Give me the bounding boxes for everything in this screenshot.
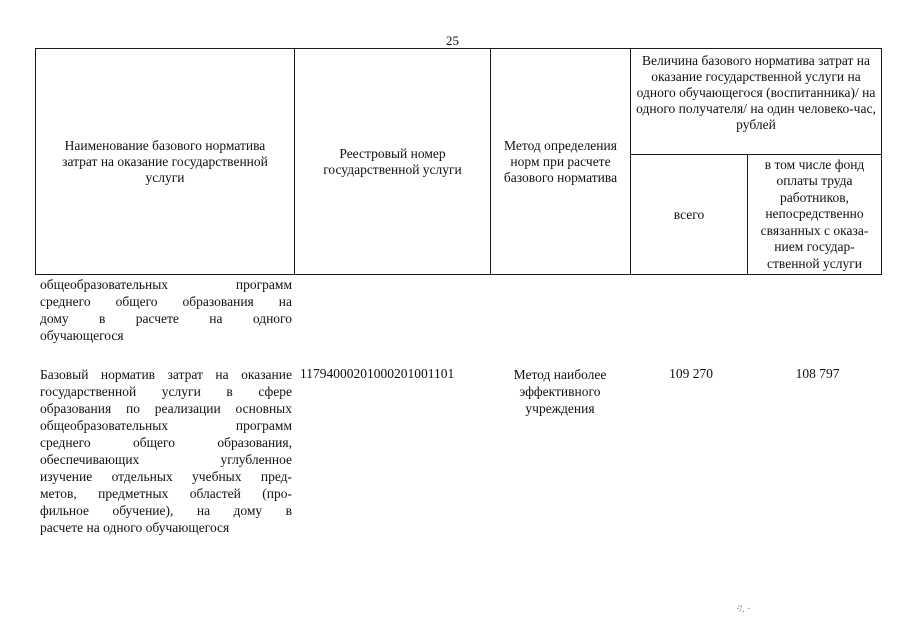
row2-name-line: метов, предметных областей (про- (40, 486, 292, 501)
row2-name-line: изучение отдельных учебных пред- (40, 469, 292, 484)
row1-name-line: дому в расчете на одного (40, 311, 292, 326)
row2-name-line: среднего общего образования, (40, 435, 292, 450)
header-method-column: Метод определения норм при расчете базового норматива (490, 48, 631, 275)
row1-name-line: общеобразовательных программ (40, 277, 292, 292)
header-including-column: в том числе фонд оплаты труда работников, непосредственно связанных с оказа-нием государ-ственной услуги (747, 154, 882, 275)
row2-registry-number: 11794000201000201001101 (300, 366, 455, 381)
header-value-column: Величина базового норматива затрат на оказание государственной услуги на одного обучающегося (воспитанника)/ на одного получателя/ на один человеко-час, рублей (630, 48, 882, 155)
row2-total-value: 109 270 (669, 366, 713, 381)
page-number: 25 (446, 33, 459, 48)
row2-name-line: Базовый норматив затрат на оказание (40, 367, 292, 382)
table-header (35, 48, 882, 275)
row2-method: Метод наиболее эффективного учреждения (513, 367, 607, 416)
row1-name-line: среднего общего образования на (40, 294, 292, 309)
row2-service-name (40, 366, 292, 536)
row1-service-name (40, 276, 292, 344)
row2-name-line: образования по реализации основных (40, 401, 292, 416)
row2-name-line: государственной услуги в сфере (40, 384, 292, 399)
row2-name-line: обеспечивающих углубленное (40, 452, 292, 467)
row1-name-line: обучающегося (40, 328, 124, 343)
row2-name-line: расчете на одного обучающегося (40, 520, 230, 535)
row2-name-line: общеобразовательных программ (40, 418, 292, 433)
row2-including-value: 108 797 (795, 366, 840, 381)
header-registry-column: Реестровый номер государственной услуги (294, 48, 491, 275)
header-total-column: всего (630, 154, 748, 275)
header-name-column: Наименование базового норматива затрат на оказание государственной услуги (35, 48, 295, 275)
scan-mark: ·̈/. · (736, 604, 751, 615)
row2-name-line: фильное обучение), на дому в (40, 503, 292, 518)
